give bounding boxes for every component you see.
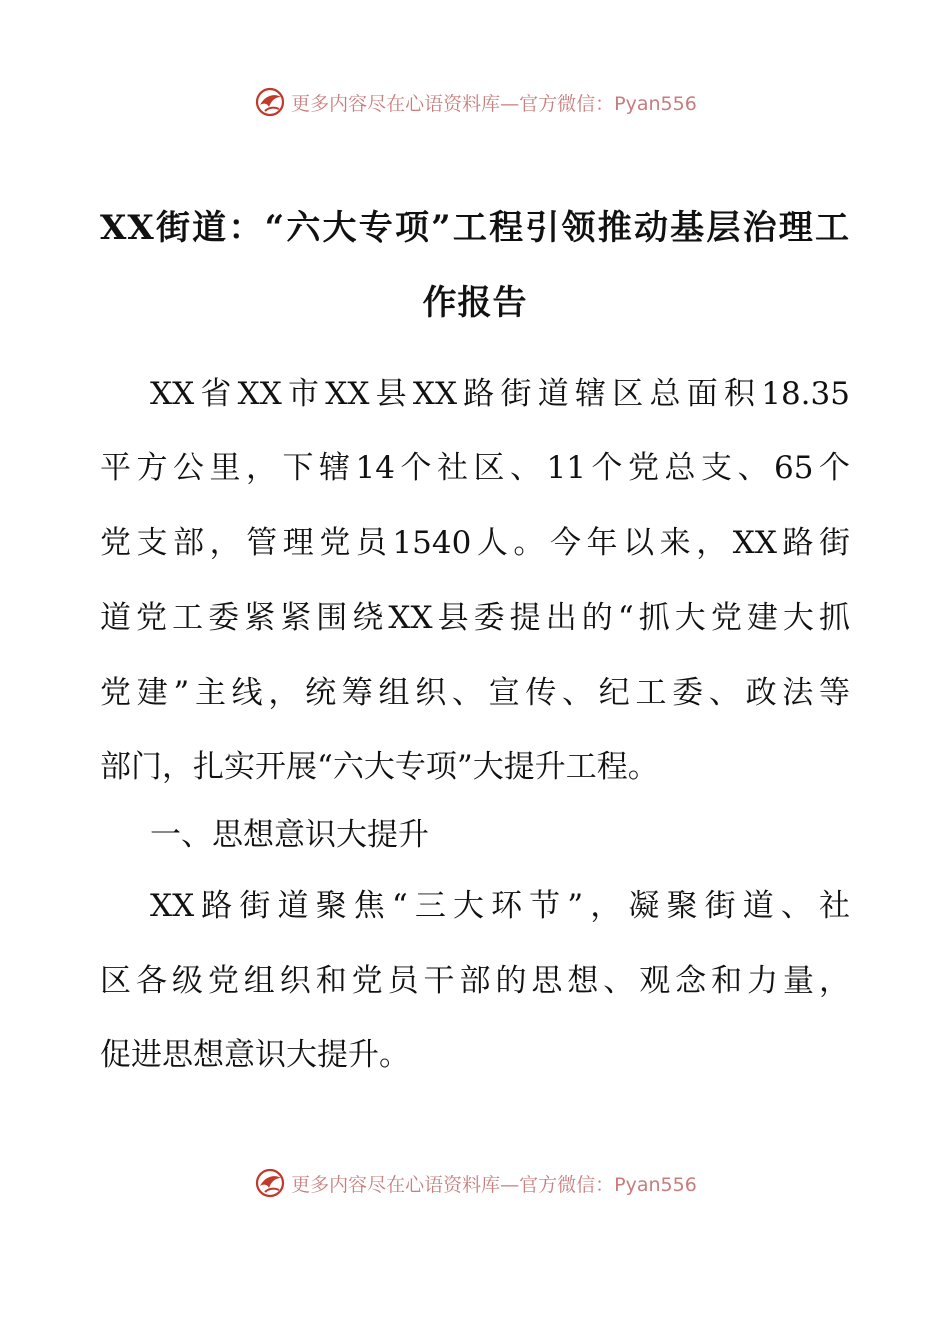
paragraph-2-line-3: 促进思想意识大提升。 [100,1037,410,1073]
watermark-text [291,1170,697,1197]
watermark-banner-bottom [0,1163,950,1203]
paragraph-1-line-6: 部门，扎实开展“六大专项”大提升工程。 [100,749,659,785]
watermark-handle: Pyan556 [614,1173,697,1196]
watermark-banner-top [0,82,950,122]
watermark-label: 更多内容尽在心语资料库—官方微信： [291,1173,615,1196]
paragraph-1-line-1: XX省XX市XX县XX路街道辖区总面积18.35 [150,376,850,412]
paragraph-1-line-5: 党建”主线，统筹组织、宣传、纪工委、政法等 [100,675,850,711]
dragon-logo-icon [253,1166,287,1200]
paragraph-1-line-2: 平方公里，下辖14个社区、11个党总支、65个 [100,450,850,486]
section-heading-1: 一、思想意识大提升 [150,817,429,853]
watermark-handle: Pyan556 [614,92,697,115]
watermark-label: 更多内容尽在心语资料库—官方微信： [291,92,615,115]
paragraph-2-line-2: 区各级党组织和党员干部的思想、观念和力量， [100,963,850,999]
document-title-line-1: XX街道：“六大专项”工程引领推动基层治理工 [100,208,850,248]
dragon-logo-icon [253,85,287,119]
watermark-text [291,89,697,116]
paragraph-1-line-4: 道党工委紧紧围绕XX县委提出的“抓大党建大抓 [100,600,850,636]
paragraph-2-line-1: XX路街道聚焦“三大环节”，凝聚街道、社 [150,888,850,924]
document-title-line-2: 作报告 [422,283,528,323]
paragraph-1-line-3: 党支部，管理党员1540人。今年以来，XX路街 [100,525,850,561]
